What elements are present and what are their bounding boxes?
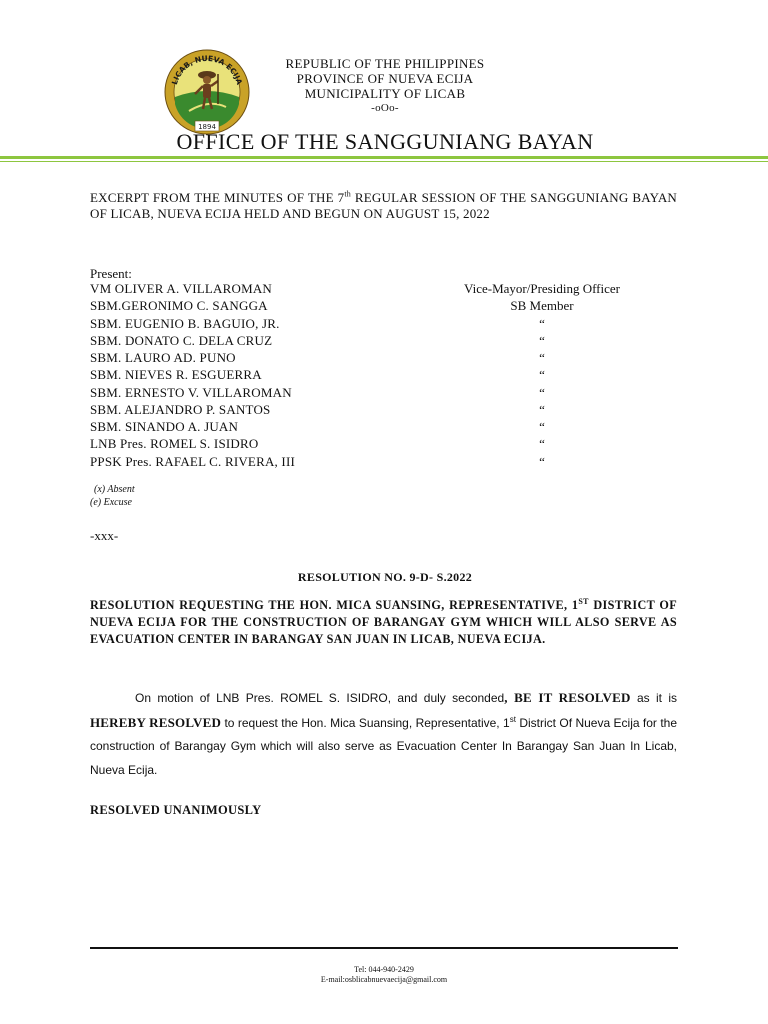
body-text-4: District Of Nueva Ecija for the construction of Barangay Gym which will also serve as Evacuation Center In Barangay San Juan In Licab, Nueva Ecija. bbox=[90, 715, 678, 777]
member-name: SBM. ALEJANDRO P. SANTOS bbox=[90, 402, 271, 417]
separator: -xxx- bbox=[90, 528, 119, 543]
excerpt-text-end: REGULAR SESSION OF THE SANGGUNIANG BAYAN OF LICAB, NUEVA ECIJA HELD AND BEGUN ON AUGUST 15, 2022 bbox=[90, 190, 677, 221]
seal-arc-text: LICAB, NUEVA ECIJA bbox=[169, 53, 245, 86]
member-name: SBM.GERONIMO C. SANGGA bbox=[90, 298, 268, 313]
member-name: PPSK Pres. RAFAEL C. RIVERA, III bbox=[90, 454, 296, 469]
member-role: “ bbox=[539, 454, 545, 469]
footer-email: E-mail:osblicabnuevaecija@gmail.com bbox=[320, 975, 448, 984]
seal-year: 1894 bbox=[198, 123, 216, 131]
member-name: SBM. ERNESTO V. VILLAROMAN bbox=[90, 385, 292, 400]
body-ordinal: st bbox=[509, 714, 516, 724]
resolution-title bbox=[90, 597, 677, 648]
member-role: “ bbox=[539, 385, 545, 400]
body-text-2: as it is bbox=[630, 691, 677, 705]
resolved-unanimously: RESOLVED UNANIMOUSLY bbox=[90, 803, 262, 817]
excerpt-text-start: EXCERPT FROM THE MINUTES OF THE 7 bbox=[90, 190, 345, 205]
member-role: Vice-Mayor/Presiding Officer bbox=[463, 281, 620, 296]
header-ornament: -oOo- bbox=[371, 102, 399, 114]
member-name: SBM. LAURO AD. PUNO bbox=[90, 350, 236, 365]
member-role: SB Member bbox=[510, 298, 574, 313]
member-role: “ bbox=[539, 436, 545, 451]
body-text-3: to request the Hon. Mica Suansing, Representative, 1 bbox=[221, 715, 510, 730]
footer-rule bbox=[90, 947, 678, 949]
member-name: LNB Pres. ROMEL S. ISIDRO bbox=[90, 436, 259, 451]
body-text-1: On motion of LNB Pres. ROMEL S. ISIDRO, and duly seconded bbox=[135, 691, 505, 705]
legend-absent: (x) Absent bbox=[94, 484, 135, 495]
member-role: “ bbox=[539, 367, 545, 382]
member-name: SBM. EUGENIO B. BAGUIO, JR. bbox=[90, 316, 280, 331]
footer-tel: Tel: 044-940-2429 bbox=[354, 965, 414, 974]
body-comma: , bbox=[504, 690, 515, 705]
member-role: “ bbox=[539, 350, 545, 365]
member-name: VM OLIVER A. VILLAROMAN bbox=[90, 281, 273, 296]
member-role: “ bbox=[539, 316, 545, 331]
resolution-title-start: RESOLUTION REQUESTING THE HON. MICA SUANSING, REPRESENTATIVE, 1 bbox=[90, 598, 579, 612]
member-role: “ bbox=[539, 402, 545, 417]
header-rule-thin bbox=[0, 161, 768, 162]
header-rule-thick bbox=[0, 156, 768, 159]
resolution-number: RESOLUTION NO. 9-D- S.2022 bbox=[297, 570, 473, 584]
member-name: SBM. SINANDO A. JUAN bbox=[90, 419, 239, 434]
header-municipality: MUNICIPALITY OF LICAB bbox=[304, 86, 466, 101]
present-heading: Present: bbox=[90, 266, 132, 281]
office-title: OFFICE OF THE SANGGUNIANG BAYAN bbox=[176, 129, 594, 154]
resolution-title-end: DISTRICT OF NUEVA ECIJA FOR THE CONSTRUCTION OF BARANGAY GYM WHICH WILL ALSO SERVE AS EVACUATION CENTER IN BARANGAY SAN JUAN IN LICAB, NUEVA ECIJA. bbox=[90, 598, 677, 646]
member-role: “ bbox=[539, 333, 545, 348]
legend-excuse: (e) Excuse bbox=[90, 497, 132, 508]
member-name: SBM. DONATO C. DELA CRUZ bbox=[90, 333, 273, 348]
member-role: “ bbox=[539, 419, 545, 434]
member-name: SBM. NIEVES R. ESGUERRA bbox=[90, 367, 262, 382]
body-be-it-resolved: BE IT RESOLVED bbox=[514, 690, 631, 705]
resolution-body bbox=[90, 686, 677, 782]
header-republic: REPUBLIC OF THE PHILIPPINES bbox=[285, 56, 485, 71]
resolution-title-ordinal: ST bbox=[578, 596, 589, 606]
body-hereby-resolved: HEREBY RESOLVED bbox=[90, 714, 222, 730]
header-province: PROVINCE OF NUEVA ECIJA bbox=[296, 71, 474, 86]
excerpt-ordinal: th bbox=[344, 189, 351, 199]
excerpt-paragraph bbox=[90, 190, 677, 222]
